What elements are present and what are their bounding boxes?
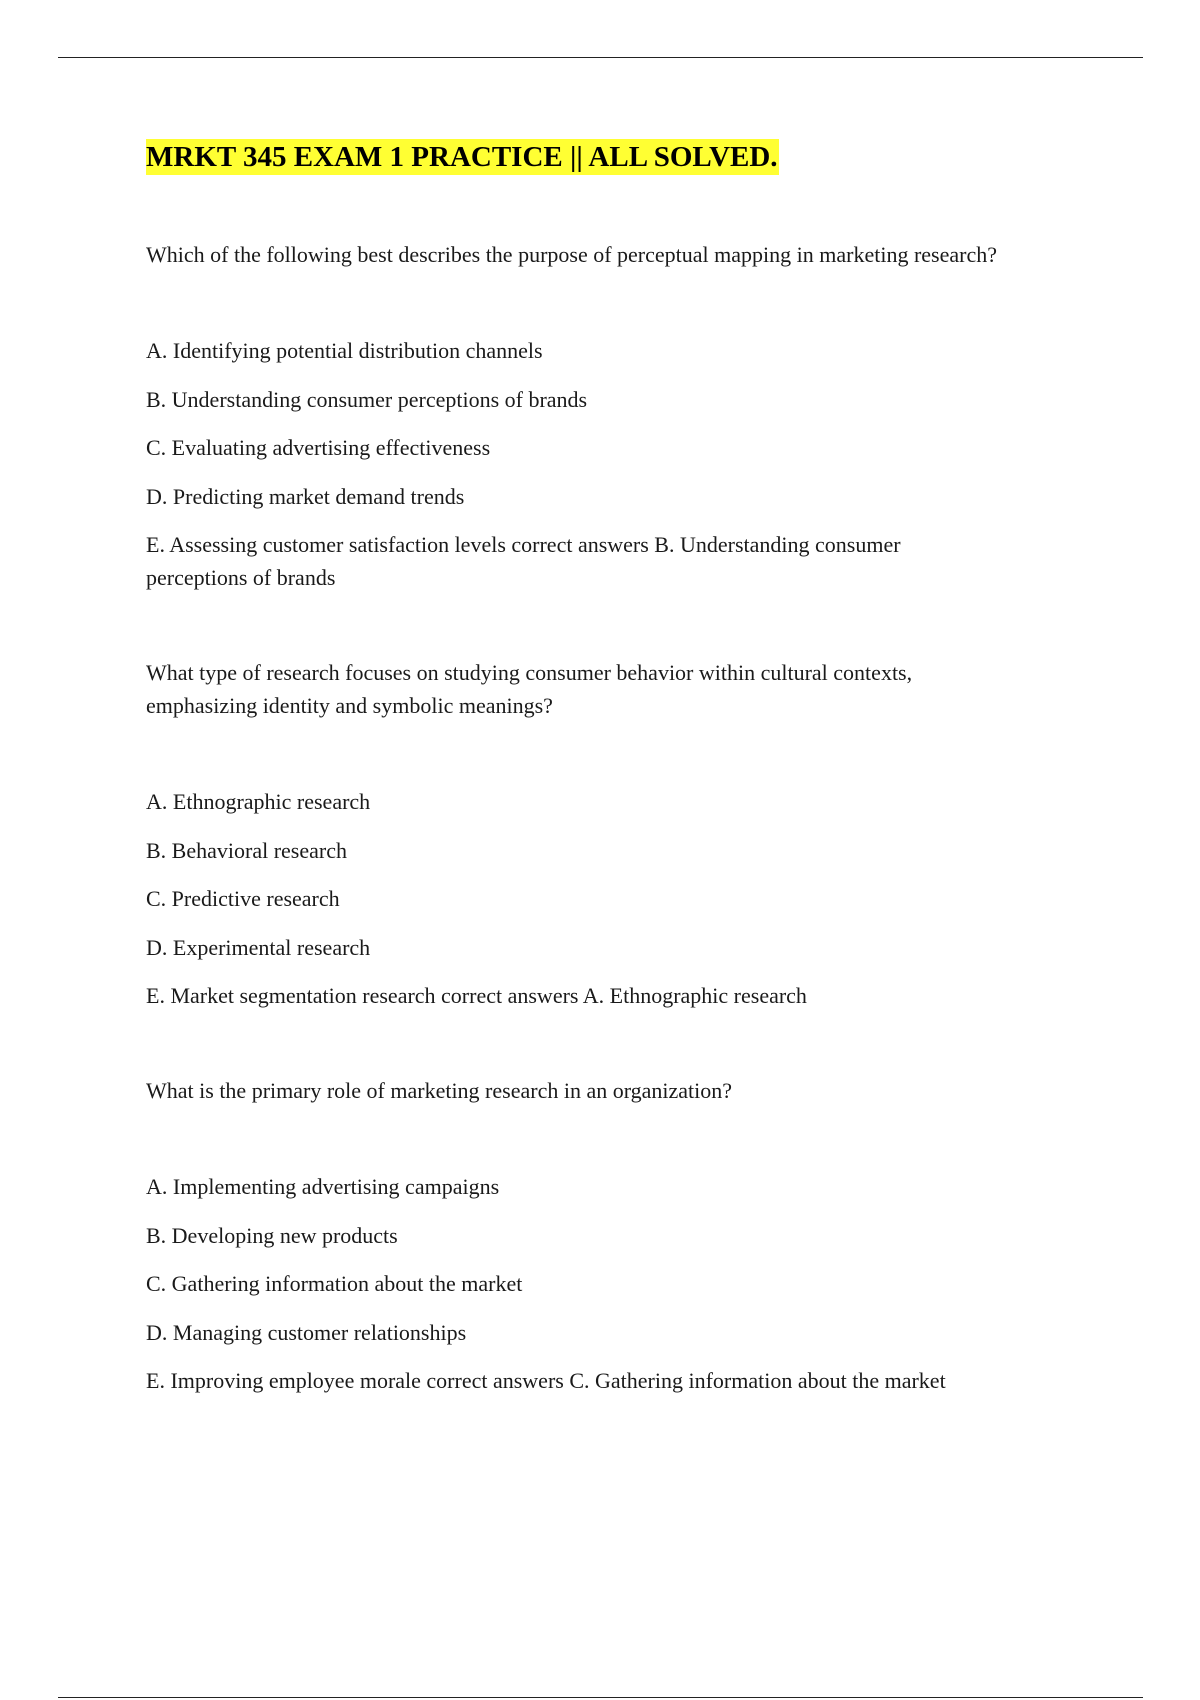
document-body xyxy=(146,140,1106,1397)
question-text: What is the primary role of marketing research in an organization? xyxy=(146,1078,733,1103)
page-header-rule xyxy=(58,57,1143,58)
option-a: A. Ethnographic research xyxy=(146,789,371,814)
question-block-1 xyxy=(146,238,1106,594)
options-list xyxy=(146,1170,1106,1397)
document-title xyxy=(146,140,1106,174)
options-list xyxy=(146,334,1106,594)
option-c: C. Evaluating advertising effectiveness xyxy=(146,435,491,460)
option-d: D. Managing customer relationships xyxy=(146,1319,467,1345)
option-e-with-answer: E. Improving employee morale correct answers C. Gathering information about the market xyxy=(146,1368,946,1393)
option-d: D. Predicting market demand trends xyxy=(146,483,465,509)
question-block-2 xyxy=(146,656,1106,1012)
option-b: B. Behavioral research xyxy=(146,837,347,863)
option-d: D. Experimental research xyxy=(146,934,371,960)
option-a: A. Implementing advertising campaigns xyxy=(146,1174,500,1199)
option-c: C. Gathering information about the market xyxy=(146,1271,523,1296)
option-b: B. Understanding consumer perceptions of brands xyxy=(146,386,588,412)
title-highlight: MRKT 345 EXAM 1 PRACTICE || ALL SOLVED. xyxy=(146,141,778,173)
page-footer-rule xyxy=(58,1697,1143,1698)
options-list xyxy=(146,785,1106,1012)
question-text: What type of research focuses on studying consumer behavior within cultural contexts, emphasizing identity and symbolic meanings? xyxy=(146,660,913,718)
question-text: Which of the following best describes the purpose of perceptual mapping in marketing research? xyxy=(146,242,997,267)
option-a: A. Identifying potential distribution channels xyxy=(146,338,543,363)
option-e-with-answer: E. Market segmentation research correct answers A. Ethnographic research xyxy=(146,983,807,1008)
question-block-3 xyxy=(146,1074,1106,1397)
option-b: B. Developing new products xyxy=(146,1222,398,1248)
option-e-with-answer: E. Assessing customer satisfaction levels correct answers B. Understanding consumer perceptions of brands xyxy=(146,532,901,590)
option-c: C. Predictive research xyxy=(146,886,340,911)
